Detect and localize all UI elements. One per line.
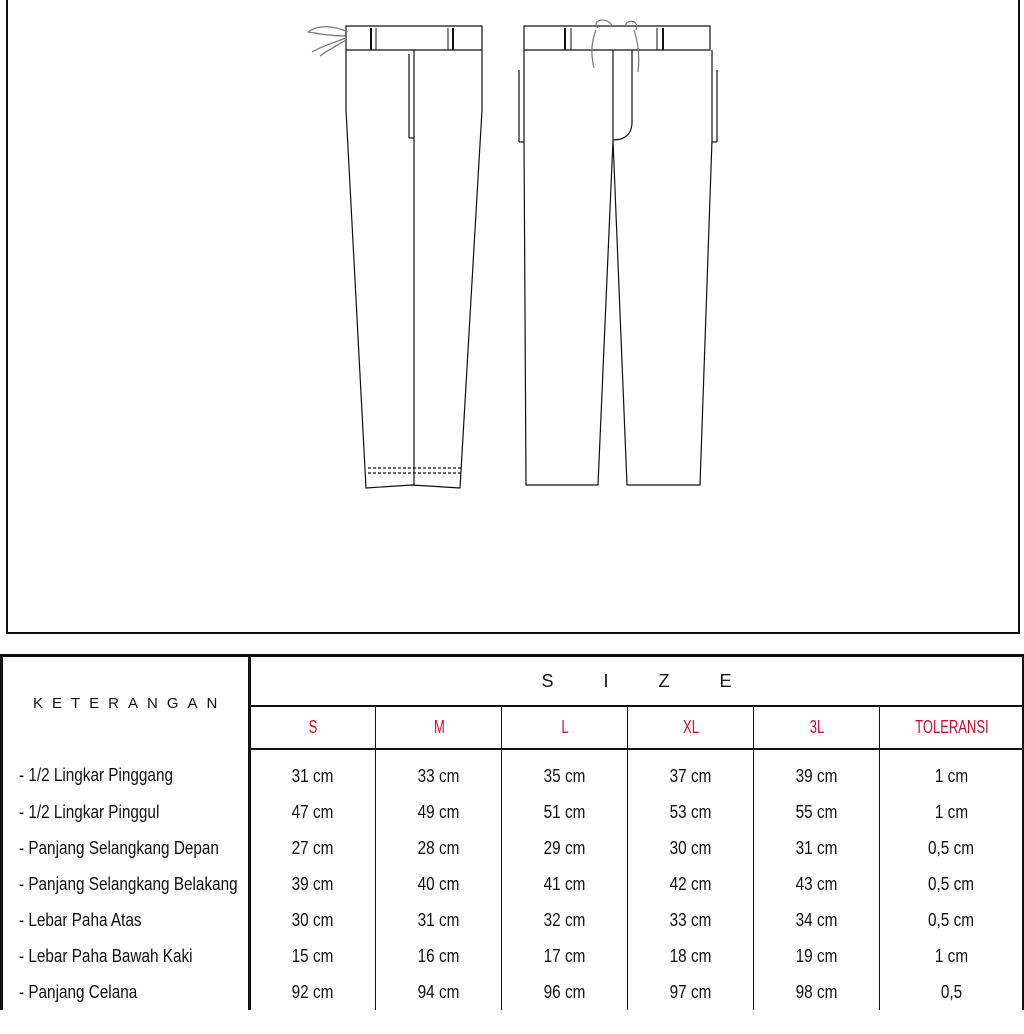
row-value: 42 cm [628, 866, 754, 902]
col-header-toleransi: TOLERANSI [890, 706, 1012, 749]
row-value: 30 cm [250, 902, 376, 938]
row-value: 19 cm [754, 938, 880, 974]
row-value: 1 cm [880, 749, 1024, 794]
pants-back-view [308, 26, 482, 488]
row-value: 31 cm [754, 830, 880, 866]
size-chart [0, 654, 1024, 1034]
row-value: 55 cm [754, 794, 880, 830]
table-row [2, 830, 1024, 866]
row-label: - 1/2 Lingkar Pinggul [2, 794, 250, 830]
row-value: 92 cm [250, 974, 376, 1010]
row-value: 51 cm [502, 794, 628, 830]
col-header-m: M [385, 706, 492, 749]
row-value: 35 cm [502, 749, 628, 794]
table-row [2, 902, 1024, 938]
row-value: 0,5 cm [880, 866, 1024, 902]
row-value: 53 cm [628, 794, 754, 830]
row-value: 30 cm [628, 830, 754, 866]
row-label: - 1/2 Lingkar Pinggang [2, 749, 250, 794]
row-value: 0,5 cm [880, 830, 1024, 866]
row-value: 34 cm [754, 902, 880, 938]
row-value: 43 cm [754, 866, 880, 902]
row-value: 18 cm [628, 938, 754, 974]
row-value: 49 cm [376, 794, 502, 830]
row-value: 96 cm [502, 974, 628, 1010]
row-value: 31 cm [250, 749, 376, 794]
row-value: 47 cm [250, 794, 376, 830]
row-value: 27 cm [250, 830, 376, 866]
table-row [2, 749, 1024, 794]
row-value: 94 cm [376, 974, 502, 1010]
row-label: - Panjang Selangkang Belakang [2, 866, 250, 902]
row-value: 1 cm [880, 794, 1024, 830]
row-value: 28 cm [376, 830, 502, 866]
row-value: 41 cm [502, 866, 628, 902]
pants-front-view [519, 20, 717, 485]
size-header: SIZE [250, 656, 1024, 707]
row-value: 17 cm [502, 938, 628, 974]
row-label: - Panjang Celana [2, 974, 250, 1010]
size-chart-table [0, 654, 1024, 1010]
row-value: 37 cm [628, 749, 754, 794]
table-row [2, 974, 1024, 1010]
table-row [2, 866, 1024, 902]
row-label: - Panjang Selangkang Depan [2, 830, 250, 866]
row-value: 97 cm [628, 974, 754, 1010]
col-header-3l: 3L [763, 706, 870, 749]
row-value: 32 cm [502, 902, 628, 938]
row-value: 0,5 cm [880, 902, 1024, 938]
row-value: 39 cm [754, 749, 880, 794]
col-header-s: S [259, 706, 366, 749]
row-value: 15 cm [250, 938, 376, 974]
row-value: 33 cm [628, 902, 754, 938]
row-value: 98 cm [754, 974, 880, 1010]
col-header-l: L [511, 706, 618, 749]
row-value: 29 cm [502, 830, 628, 866]
row-value: 40 cm [376, 866, 502, 902]
keterangan-header: KETERANGAN [2, 656, 250, 750]
row-value: 33 cm [376, 749, 502, 794]
table-row [2, 938, 1024, 974]
row-value: 0,5 [880, 974, 1024, 1010]
row-label: - Lebar Paha Bawah Kaki [2, 938, 250, 974]
table-row [2, 794, 1024, 830]
col-header-xl: XL [637, 706, 744, 749]
row-value: 1 cm [880, 938, 1024, 974]
row-value: 16 cm [376, 938, 502, 974]
row-label: - Lebar Paha Atas [2, 902, 250, 938]
row-value: 39 cm [250, 866, 376, 902]
row-value: 31 cm [376, 902, 502, 938]
